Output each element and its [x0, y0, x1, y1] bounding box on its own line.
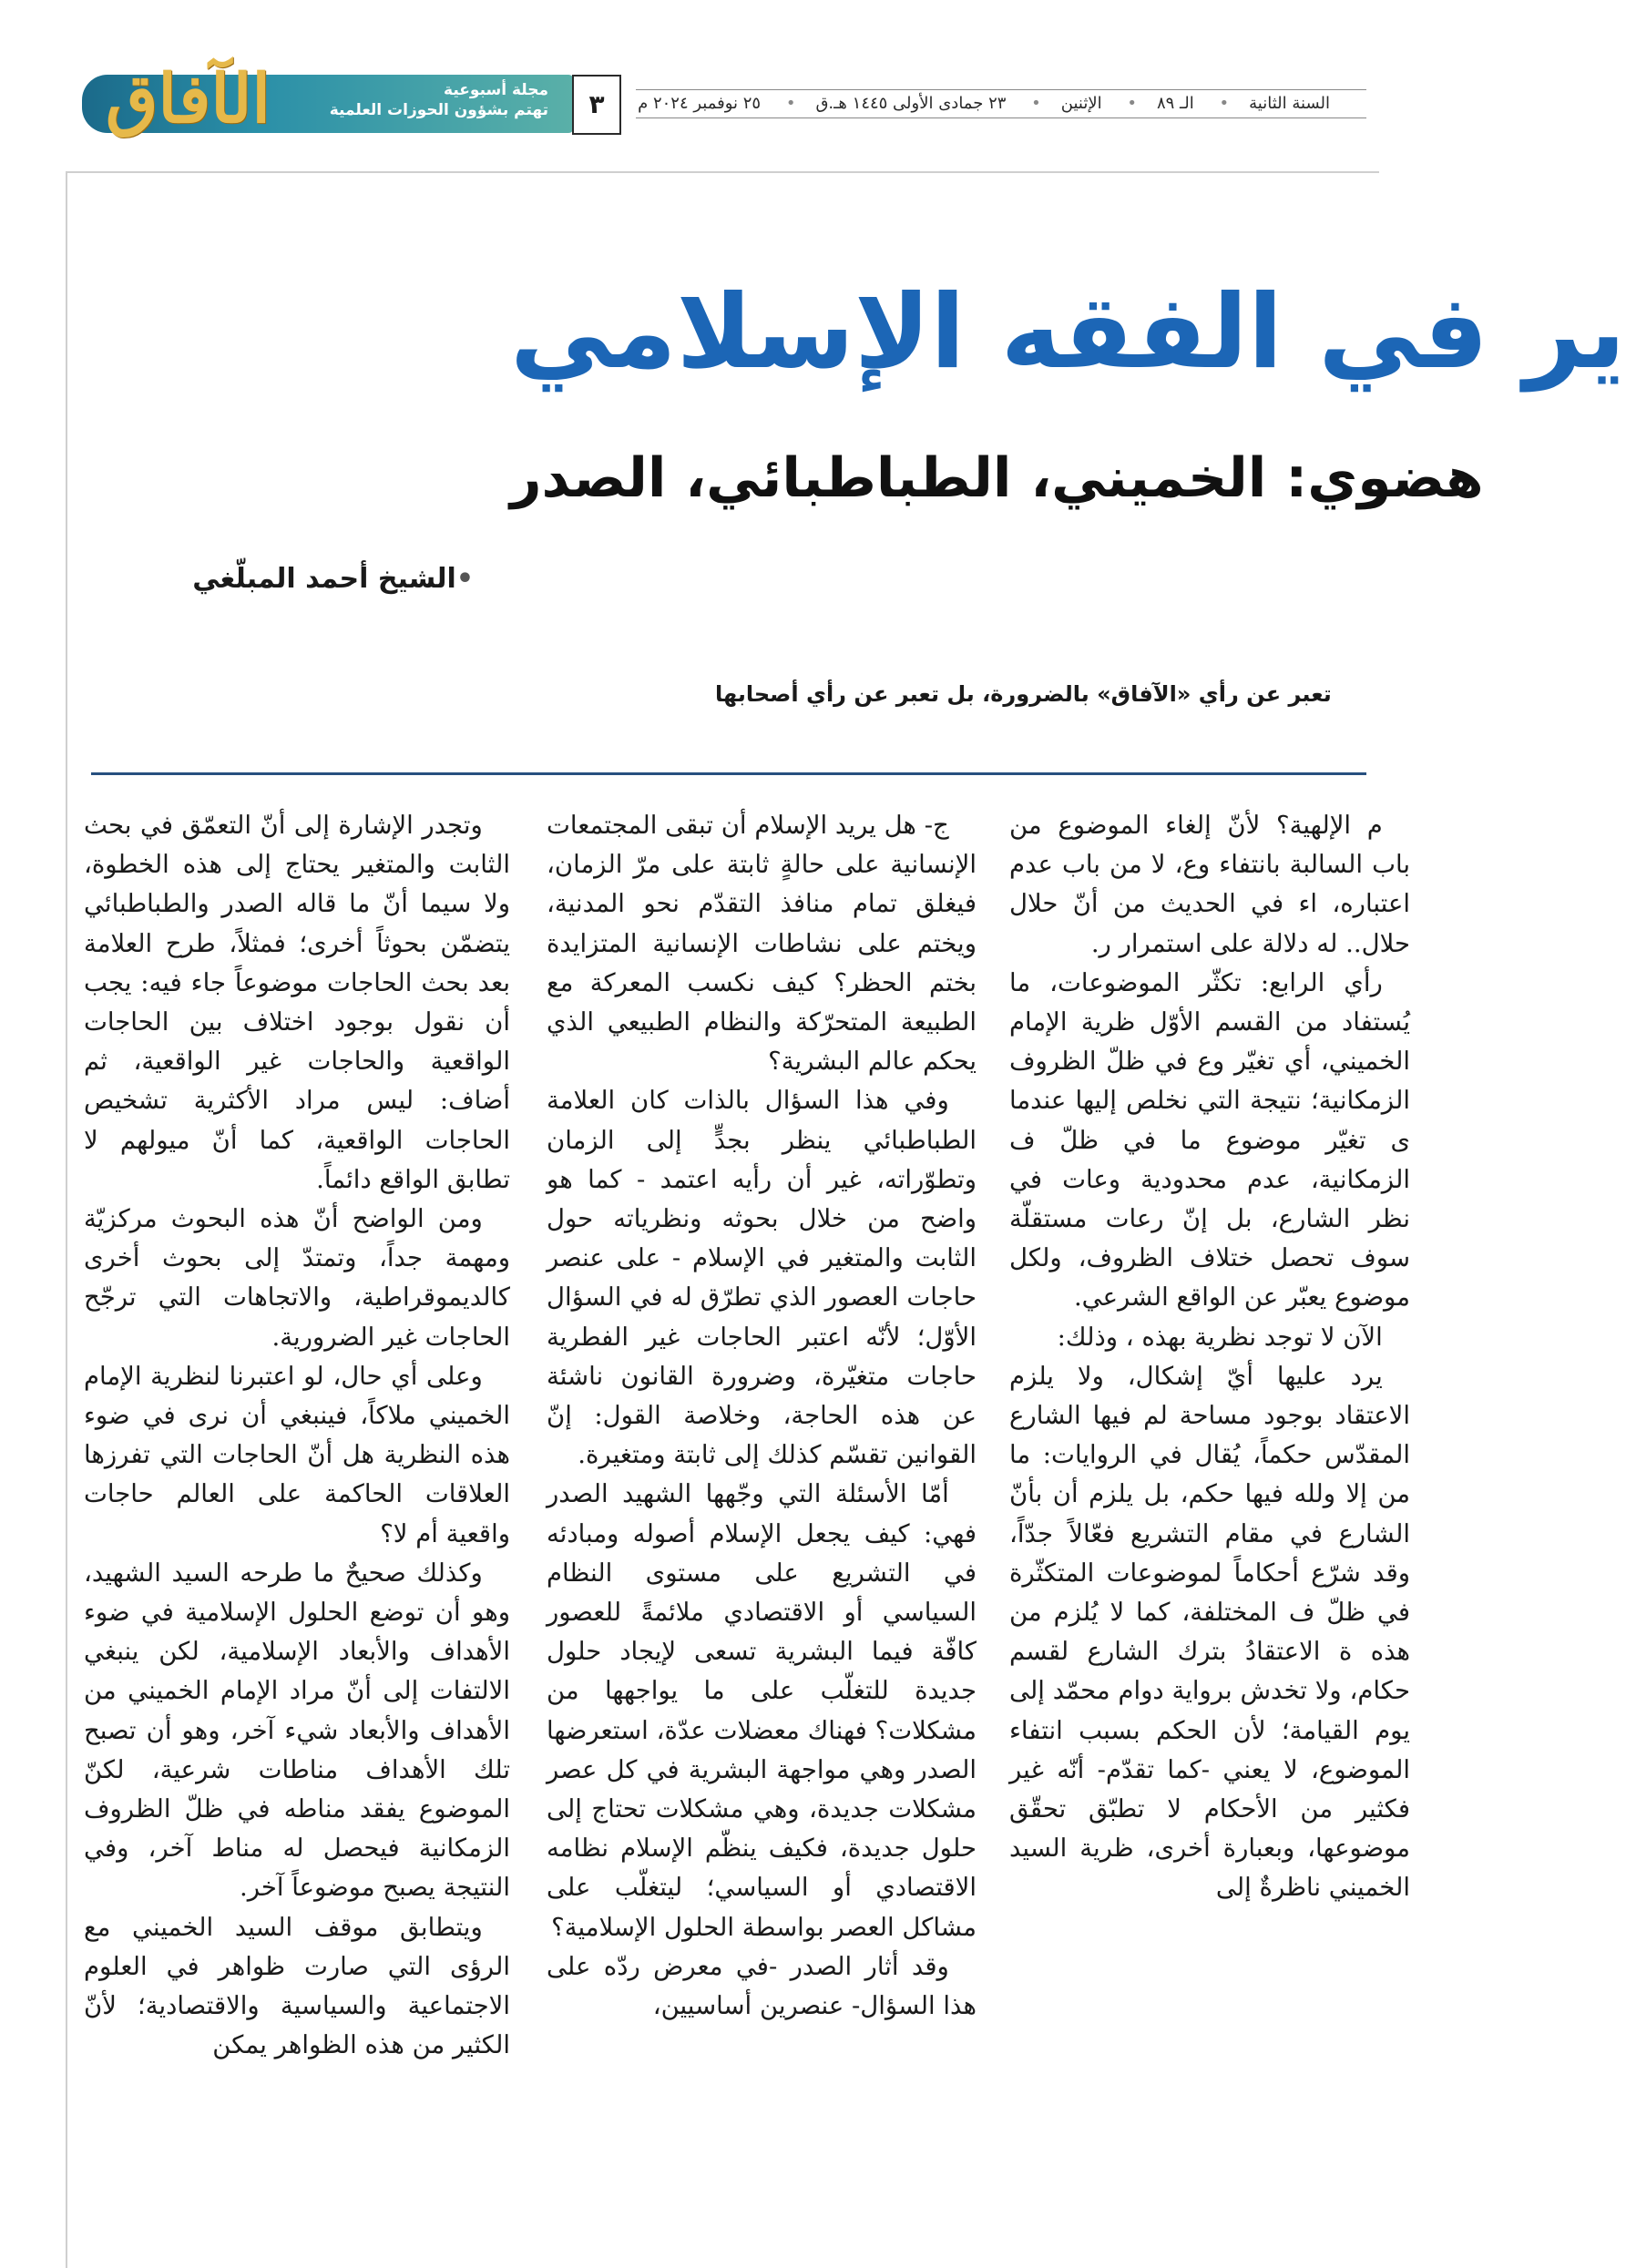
article-author: [91, 563, 474, 595]
page-number: ٣: [572, 75, 621, 135]
issue-weekday: الإثنين: [1060, 94, 1102, 113]
paragraph: ج- هل يريد الإسلام أن تبقى المجتمعات الإنسانية على حالةٍ ثابتة على مرّ الزمان، فيغلق تمام منافذ التقدّم نحو المدنية، ويختم على نشاطات الإنسانية المتزايدة بختم الحظر؟ كيف نكسب المعركة مع الطبيعة المتحرّكة والنظام الطبيعي الذي يحكم عالم البشرية؟: [547, 811, 977, 1077]
text-column-left: [84, 806, 510, 2241]
issue-number: الـ ٨٩: [1156, 94, 1194, 113]
headline-text: ير في الفقه الإسلامي: [510, 273, 1626, 392]
article-headline: [510, 273, 1626, 419]
paragraph: ومن الواضح أنّ هذه البحوث مركزيّة ومهمة جداً، وتمتدّ إلى بحوث أخرى كالديموقراطية، والاتجاهات التي ترجّح الحاجات غير الضرورية.: [84, 1204, 510, 1352]
magazine-logo: [73, 60, 574, 146]
author-name: الشيخ أحمد المبلّغي: [192, 563, 456, 595]
opinion-disclaimer: [510, 681, 1366, 727]
issue-gregorian-date: ٢٥ نوفمبر ٢٠٢٤ م: [638, 94, 762, 113]
masthead: [73, 60, 1366, 138]
article-subheadline: [510, 446, 1484, 528]
paragraph: الآن لا توجد نظرية بهذه ، وذلك:: [1057, 1322, 1383, 1352]
paragraph: ويتطابق موقف السيد الخميني مع الرؤى التي صارت ظواهر في العلوم الاجتماعية والسياسية والاقتصادية؛ لأنّ الكثير من هذه الظواهر يمكن: [84, 1912, 510, 2060]
paragraph: أمّا الأسئلة التي وجّهها الشهيد الصدر فهي: كيف يجعل الإسلام أصوله ومبادئه في التشريع على مستوى النظام السياسي أو الاقتصادي ملائمةً للعصور كافّة فيما البشرية تسعى لإيجاد حلول جديدة للتغلّب على ما يواجهها من مشكلات؟ فهناك معضلات عدّة، استعرضها الصدر وهي مواجهة البشرية في كل عصر مشكلات جديدة، وهي مشكلات تحتاج إلى حلول جديدة، فكيف ينظّم الإسلام نظامه الاقتصادي أو السياسي؛ ليتغلّب على مشاكل العصر بواسطة الحلول الإسلامية؟: [547, 1479, 977, 1942]
paragraph: م الإلهية؟ لأنّ إلغاء الموضوع من باب السالبة بانتفاء وع، لا من باب عدم اعتباره، اء في الحديث من أنّ حلال حلال.. له دلالة على استمرار ر.: [1009, 811, 1410, 958]
paragraph: وكذلك صحيحٌ ما طرحه السيد الشهيد، وهو أن توضع الحلول الإسلامية في ضوء الأهداف والأبعاد الإسلامية، لكن ينبغي الالتفات إلى أنّ مراد الإمام الخميني من الأهداف والأبعاد شيء آخر، وهو أن تصبح تلك الأهداف مناطات شرعية، لكنّ الموضوع يفقد مناطه في ظلّ الظروف الزمكانية فيحصل له مناط آخر، وفي النتيجة يصبح موضوعاً آخر.: [84, 1558, 510, 1903]
author-bullet-icon: •: [455, 563, 474, 595]
text-column-right: [1009, 806, 1410, 2241]
paragraph: يرد عليها أيّ إشكال، ولا يلزم الاعتقاد بوجود مساحة لم فيها الشارع المقدّس حكماً، يُقال في الروايات: ما من إلا ولله فيها حكم، بل يلزم أن بأنّ الشارع في مقام التشريع فعّالاً جدّاً، وقد شرّع أحكاماً لموضوعات المتكثّرة في ظلّ ف المختلفة، كما لا يُلزم من هذه ة الاعتقادُ بترك الشارع لقسم حكام، ولا تخدش برواية دوام محمّد إلى يوم القيامة؛ لأن الحكم بسبب انتفاء الموضوع، لا يعني -كما تقدّم- أنّه غير فكثير من الأحكام لا تطبّق تحقّق موضوعها، وبعبارة أخرى، ظرية السيد الخميني ناظرةٌ إلى: [1009, 1361, 1410, 1903]
paragraph: رأي الرابع: تكثّر الموضوعات، ما يُستفاد من القسم الأوّل ظرية الإمام الخميني، أي تغيّر وع في ظلّ الظروف الزمكانية؛ نتيجة التي نخلص إليها عندما ى تغيّر موضوع ما في ظلّ ف الزمكانية، عدم محدودية وعات في نظر الشارع، بل إنّ رعات مستقلّة سوف تحصل ختلاف الظروف، ولكل موضوع يعبّر عن الواقع الشرعي.: [1009, 967, 1410, 1313]
logo-subtitle-line-2: تهتم بشؤون الحوزات العلمية: [329, 101, 548, 119]
issue-hijri-date: ٢٣ جمادى الأولى ١٤٤٥ هـ.ق: [815, 94, 1007, 113]
subheadline-text: هضوي: الخميني، الطباطبائي، الصدر: [510, 446, 1484, 510]
logo-title: الآفاق: [106, 60, 271, 138]
logo-subtitle-line-1: مجلة أسبوعية: [444, 81, 548, 99]
logo-subtitle: [330, 80, 548, 120]
paragraph: وعلى أي حال، لو اعتبرنا لنظرية الإمام الخميني ملاكاً، فينبغي أن نرى في ضوء هذه النظرية هل أنّ الحاجات التي تفرزها العلاقات الحاكمة على العالم حاجات واقعية أم لا؟: [84, 1361, 510, 1548]
paragraph: وتجدر الإشارة إلى أنّ التعمّق في بحث الثابت والمتغير يحتاج إلى هذه الخطوة، ولا سيما أنّ ما قاله الصدر والطباطبائي يتضمّن بحوثاً أخرى؛ فمثلاً، طرح العلامة بعد بحث الحاجات موضوعاً جاء فيه: يجب أن نقول بوجود اختلاف بين الحاجات الواقعية والحاجات غير الواقعية، ثم أضاف: ليس مراد الأكثرية تشخيص الحاجات الواقعية، كما أنّ ميولهم لا تطابق الواقع دائماً.: [84, 811, 510, 1194]
disclaimer-text: تعبر عن رأي «الآفاق» بالضرورة، بل تعبر عن رأي أصحابها: [715, 681, 1332, 707]
issue-info-bar: السنة الثانية• الـ ٨٩• الإثنين• ٢٣ جمادى الأولى ١٤٤٥ هـ.ق• ٢٥ نوفمبر ٢٠٢٤ م: [636, 89, 1366, 118]
paragraph: وقد أثار الصدر -في معرض ردّه على هذا السؤال- عنصرين أساسيين،: [547, 1951, 977, 2021]
paragraph: وفي هذا السؤال بالذات كان العلامة الطباطبائي ينظر بجدٍّ إلى الزمان وتطوّراته، غير أن رأيه اعتمد - كما هو واضح من خلال بحوثه ونظرياته حول الثابت والمتغير في الإسلام - على عنصر حاجات العصور الذي تطرّق له في السؤال الأوّل؛ لأنّه اعتبر الحاجات غير الفطرية حاجات متغيّرة، وضرورة القانون ناشئة عن هذه الحاجة، وخلاصة القول: إنّ القوانين تقسّم كذلك إلى ثابتة ومتغيرة.: [547, 1086, 977, 1470]
section-divider: [91, 772, 1366, 775]
text-column-middle: [547, 806, 977, 2241]
issue-year: السنة الثانية: [1249, 94, 1330, 113]
